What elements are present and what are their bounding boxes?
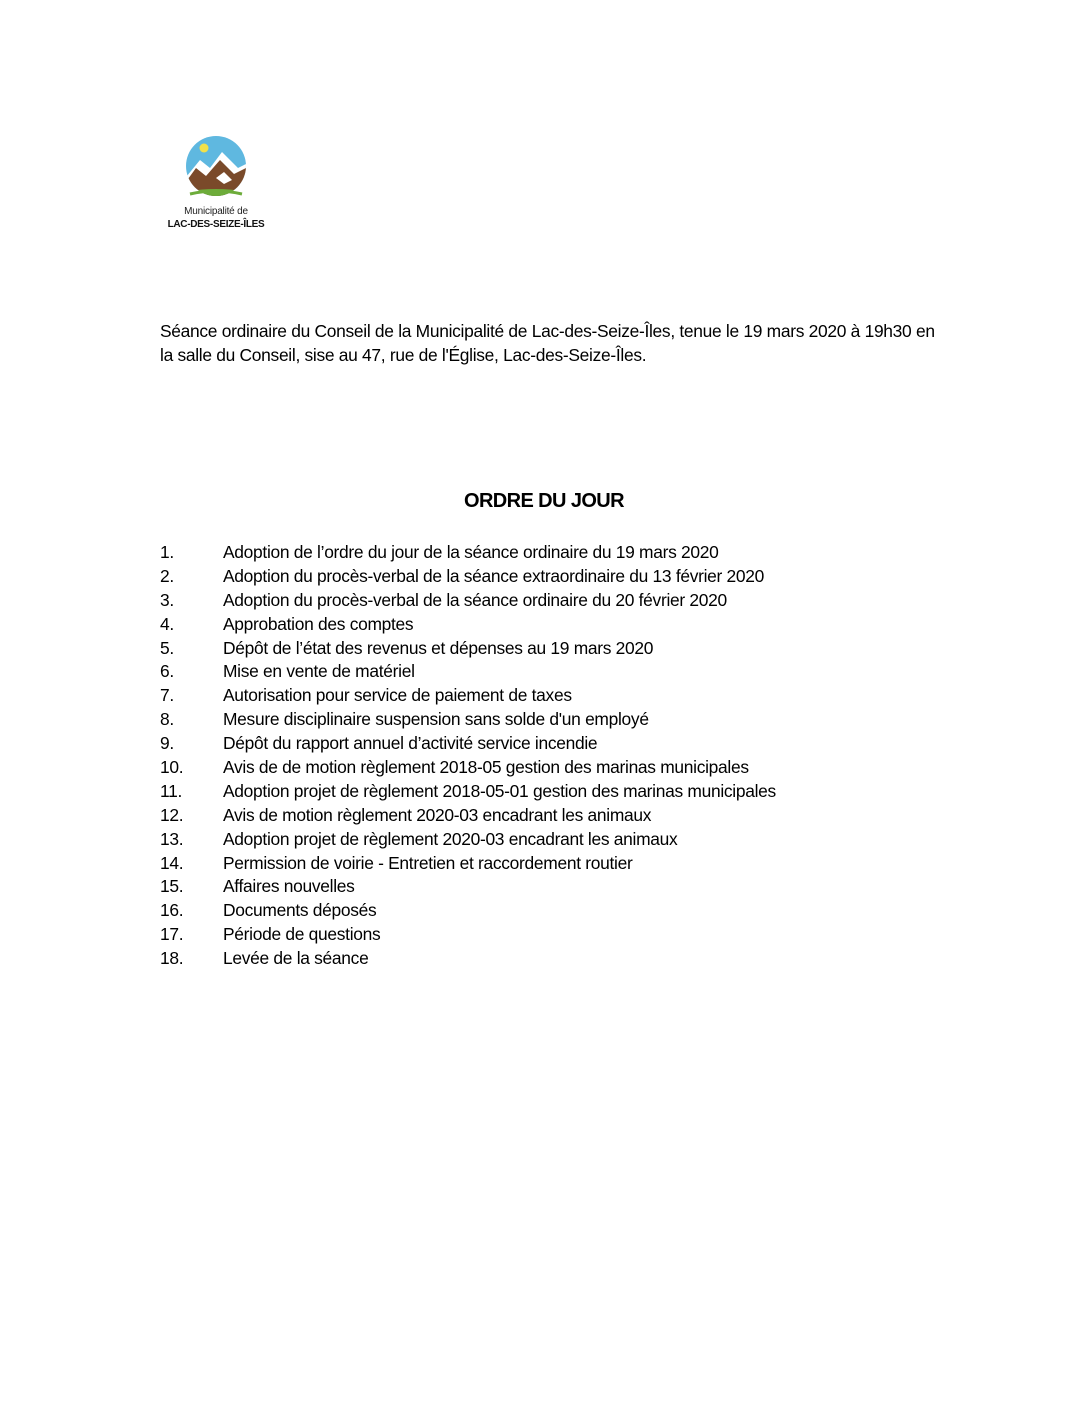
- agenda-item-number: 11.: [160, 780, 182, 801]
- agenda-item-text: Permission de voirie - Entretien et raccordement routier: [223, 852, 633, 873]
- agenda-item: [160, 828, 960, 852]
- agenda-item: [160, 708, 960, 732]
- agenda-item-number: 5.: [160, 637, 174, 658]
- agenda-item-text: Dépôt de l’état des revenus et dépenses au 19 mars 2020: [223, 637, 654, 658]
- agenda-item: [160, 852, 960, 876]
- agenda-list: [160, 541, 960, 971]
- agenda-item-number: 14.: [160, 852, 184, 873]
- agenda-item-number: 18.: [160, 948, 184, 969]
- agenda-item-number: 2.: [160, 565, 174, 586]
- agenda-item: [160, 947, 960, 971]
- agenda-item: [160, 565, 960, 589]
- logo-caption-line2: LAC-DES-SEIZE-ÎLES: [167, 219, 265, 230]
- agenda-item-number: 13.: [160, 828, 184, 849]
- logo-caption-line1: Municipalité de: [184, 206, 248, 217]
- agenda-item-number: 8.: [160, 709, 174, 730]
- agenda-item-text: Mise en vente de matériel: [223, 661, 415, 682]
- agenda-item: [160, 732, 960, 756]
- agenda-item: [160, 899, 960, 923]
- agenda-item-text: Mesure disciplinaire suspension sans solde d'un employé: [223, 709, 649, 730]
- agenda-item-text: Avis de de motion règlement 2018-05 gestion des marinas municipales: [223, 757, 749, 778]
- agenda-item-number: 9.: [160, 733, 174, 754]
- agenda-item-number: 3.: [160, 589, 174, 610]
- agenda-item-text: Période de questions: [223, 924, 381, 945]
- agenda-item-number: 15.: [160, 876, 184, 897]
- agenda-item-number: 7.: [160, 685, 174, 706]
- agenda-item-text: Adoption projet de règlement 2018-05-01 gestion des marinas municipales: [223, 780, 776, 801]
- agenda-item: [160, 589, 960, 613]
- agenda-item: [160, 541, 960, 565]
- agenda-item-number: 1.: [160, 542, 174, 562]
- agenda-item-number: 12.: [160, 804, 184, 825]
- agenda-item-text: Adoption du procès-verbal de la séance extraordinaire du 13 février 2020: [223, 565, 765, 586]
- municipal-logo: [160, 134, 272, 236]
- agenda-item: [160, 923, 960, 947]
- agenda-item-number: 17.: [160, 924, 184, 945]
- meeting-intro-paragraph: Séance ordinaire du Conseil de la Municipalité de Lac-des-Seize-Îles, tenue le 19 mars 2020 à 19h30 en la salle du Conseil, sise au 47, rue de l'Église, Lac-des-Seize-Îles.: [160, 321, 935, 365]
- agenda-item-text: Adoption projet de règlement 2020-03 encadrant les animaux: [223, 828, 678, 849]
- agenda-item-text: Affaires nouvelles: [223, 876, 355, 897]
- agenda-item-number: 6.: [160, 661, 174, 682]
- agenda-item: [160, 637, 960, 661]
- agenda-item-text: Dépôt du rapport annuel d’activité service incendie: [223, 733, 598, 754]
- agenda-item: [160, 684, 960, 708]
- agenda-item-text: Avis de motion règlement 2020-03 encadrant les animaux: [223, 804, 652, 825]
- agenda-item-text: Adoption du procès-verbal de la séance ordinaire du 20 février 2020: [223, 589, 727, 610]
- agenda-item: [160, 660, 960, 684]
- agenda-item: [160, 804, 960, 828]
- agenda-item: [160, 780, 960, 804]
- agenda-item-text: Adoption de l’ordre du jour de la séance ordinaire du 19 mars 2020: [223, 542, 719, 562]
- agenda-item-number: 16.: [160, 900, 184, 921]
- municipal-logo-icon: [180, 134, 252, 196]
- agenda-item-text: Autorisation pour service de paiement de taxes: [223, 685, 572, 706]
- agenda-item: [160, 756, 960, 780]
- agenda-item-text: Approbation des comptes: [223, 613, 414, 634]
- agenda-item: [160, 875, 960, 899]
- agenda-item-text: Documents déposés: [223, 900, 377, 921]
- agenda-item-number: 4.: [160, 613, 174, 634]
- agenda-item-number: 10.: [160, 757, 184, 778]
- agenda-item-text: Levée de la séance: [223, 948, 369, 969]
- agenda-title: ORDRE DU JOUR: [464, 490, 624, 512]
- agenda-item: [160, 613, 960, 637]
